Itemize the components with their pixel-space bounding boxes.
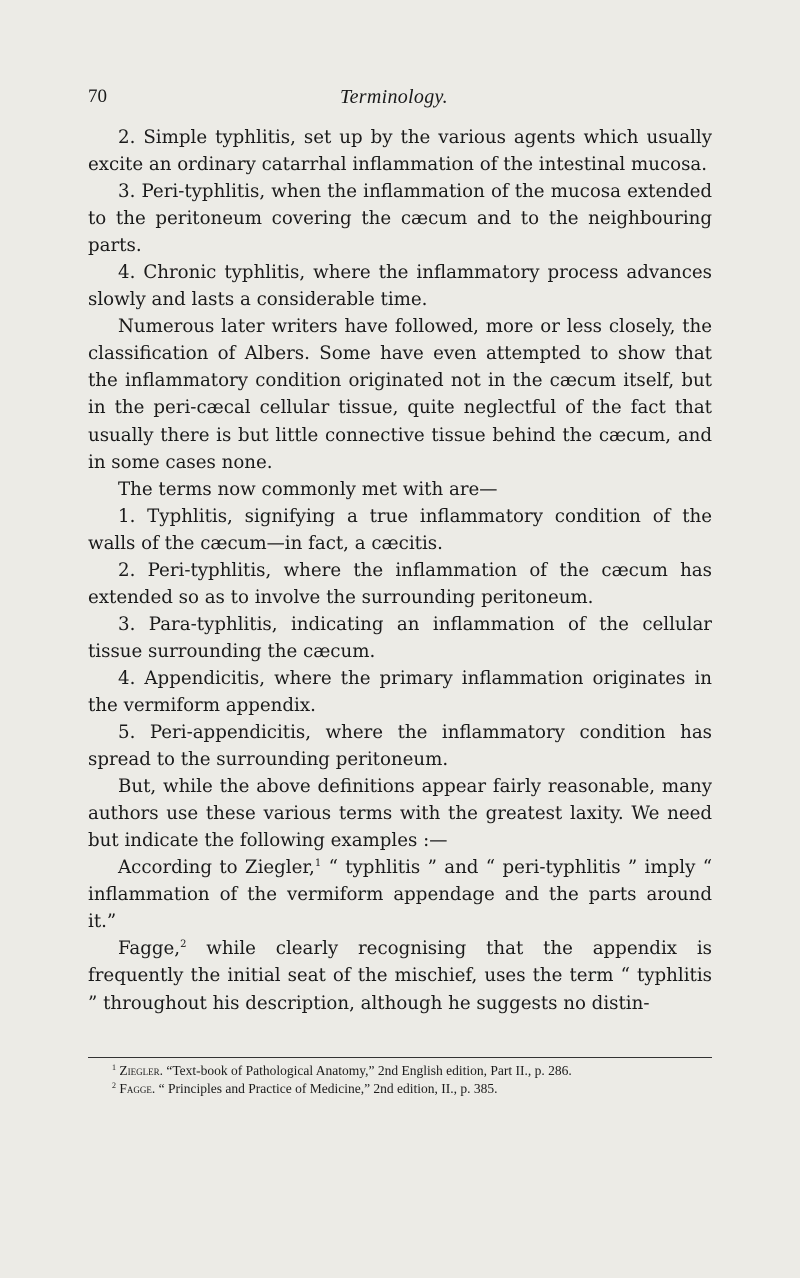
paragraph: 3. Peri-typhlitis, when the inflammation of the mucosa extended to the peritoneum covering the cæcum and to the neighbouring parts. <box>88 181 712 257</box>
paragraph-text: while clearly recognising that the appendix is frequently the initial seat of the mischief, uses the term “ typhlitis ” throughout his description, although he suggests no distin- <box>88 938 712 1014</box>
footnotes <box>88 1062 712 1098</box>
paragraph: 1. Typhlitis, signifying a true inflammatory condition of the walls of the cæcum—in fact, a cæcitis. <box>88 505 712 554</box>
running-title: Terminology. <box>340 86 448 108</box>
footnote <box>88 1080 712 1098</box>
footnote-text: “Text-book of Pathological Anatomy,” 2nd English edition, Part II., p. 286. <box>163 1063 572 1078</box>
paragraph: 5. Peri-appendicitis, where the inflammatory condition has spread to the surrounding peritoneum. <box>88 722 712 771</box>
body-text <box>88 124 712 1017</box>
footnote-reference: 2 <box>180 939 187 951</box>
footnote-mark: 1 <box>112 1063 116 1072</box>
paragraph <box>88 935 712 1016</box>
page-number: 70 <box>88 86 107 107</box>
footnote-author: Fagge. <box>119 1081 156 1096</box>
paragraph: The terms now commonly met with are— <box>118 478 498 500</box>
paragraph: Numerous later writers have followed, more or less closely, the classification of Albers. Some have even attempted to show that the inflammatory condition originated not in the cæcum itself, but in the peri-cæcal cellular tissue, quite neglectful of the fact that usually there is but little connective tissue behind the cæcum, and in some cases none. <box>88 316 712 473</box>
footnote-text: “ Principles and Practice of Medicine,” 2nd edition, II., p. 385. <box>155 1081 498 1096</box>
footnote-author: Ziegler. <box>119 1063 163 1078</box>
footnote <box>88 1062 712 1080</box>
paragraph <box>88 854 712 935</box>
paragraph: 4. Appendicitis, where the primary inflammation originates in the vermiform appendix. <box>88 667 712 716</box>
footnote-mark: 2 <box>112 1081 116 1090</box>
paragraph: 3. Para-typhlitis, indicating an inflammation of the cellular tissue surrounding the cæcum. <box>88 613 712 662</box>
paragraph-text: Fagge, <box>118 938 181 960</box>
footnote-reference: 1 <box>314 858 322 870</box>
paragraph: 4. Chronic typhlitis, where the inflammatory process advances slowly and lasts a considerable time. <box>88 262 712 311</box>
paragraph: But, while the above definitions appear fairly reasonable, many authors use these various terms with the greatest laxity. We need but indicate the following examples :— <box>88 776 712 852</box>
running-head <box>88 86 708 116</box>
paragraph: 2. Simple typhlitis, set up by the various agents which usually excite an ordinary catarrhal inflammation of the intestinal mucosa. <box>88 127 712 176</box>
paragraph-text: “ typhlitis ” and “ peri-typhlitis ” imply “ inflammation of the vermiform appendage and the parts around it.” <box>88 857 712 933</box>
paragraph-text: According to Ziegler, <box>118 857 315 879</box>
paragraph: 2. Peri-typhlitis, where the inflammation of the cæcum has extended so as to involve the surrounding peritoneum. <box>88 559 712 608</box>
footnote-rule <box>88 1057 712 1058</box>
